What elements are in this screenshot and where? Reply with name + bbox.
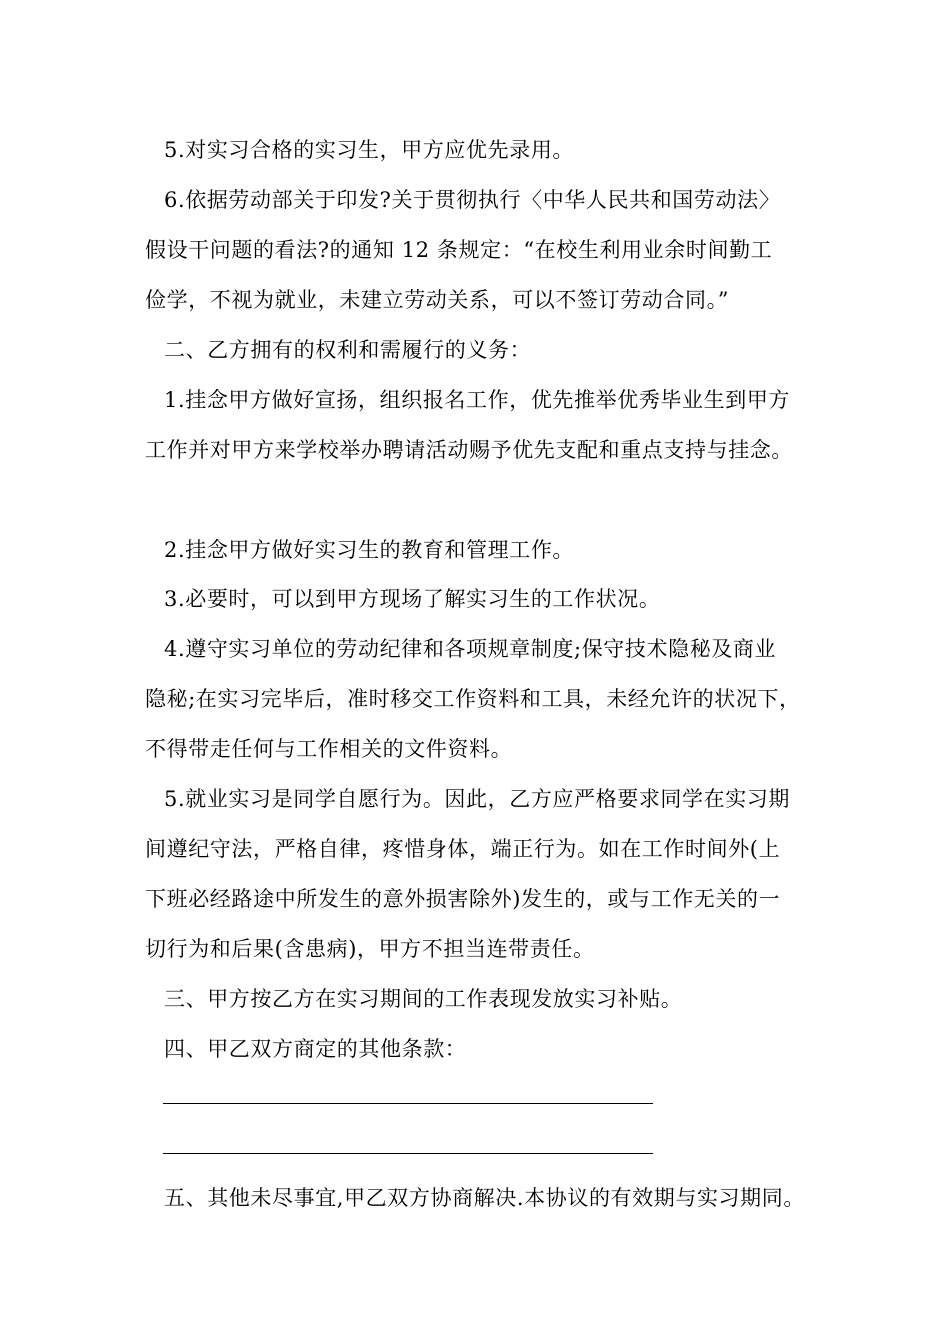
paragraph-line: 切行为和后果(含患病)，甲方不担当连带责任。 [145,937,595,961]
paragraph-line: 俭学，不视为就业，未建立劳动关系，可以不签订劳动合同。” [145,288,730,312]
section-heading: 二、乙方拥有的权利和需履行的义务： [164,338,532,362]
paragraph-line: 不得带走任何与工作相关的文件资料。 [145,737,513,761]
paragraph-line: 隐秘;在实习完毕后，准时移交工作资料和工具，未经允许的状况下， [145,687,801,711]
paragraph-line: 间遵纪守法，严格自律，疼惜身体，端正行为。如在工作时间外(上 [145,837,781,861]
paragraph-line: 3.必要时，可以到甲方现场了解实习生的工作状况。 [164,587,661,611]
section-heading: 五、其他未尽事宜,甲乙双方协商解决.本协议的有效期与实习期同。 [164,1186,805,1210]
paragraph-line: 5.就业实习是同学自愿行为。因此，乙方应严格要求同学在实习期 [164,787,791,811]
paragraph-line: 5.对实习合格的实习生，甲方应优先录用。 [164,138,575,162]
paragraph-line: 工作并对甲方来学校举办聘请活动赐予优先支配和重点支持与挂念。 [145,438,793,462]
paragraph-line: 假设干问题的看法?的通知 12 条规定：“在校生利用业余时间勤工 [145,238,773,262]
section-heading: 四、甲乙双方商定的其他条款： [164,1037,467,1061]
section-heading: 三、甲方按乙方在实习期间的工作表现发放实习补贴。 [164,987,683,1011]
paragraph-line: 2.挂念甲方做好实习生的教育和管理工作。 [164,538,575,562]
paragraph-line: 4.遵守实习单位的劳动纪律和各项规章制度;保守技术隐秘及商业 [164,637,777,661]
paragraph-line: 下班必经路途中所发生的意外损害除外)发生的，或与工作无关的一 [145,887,781,911]
paragraph-line: 6.依据劳动部关于印发?关于贯彻执行〈中华人民共和国劳动法〉 [164,188,781,212]
blank-fill-line [163,1153,653,1154]
blank-fill-line [163,1103,653,1104]
paragraph-line: 1.挂念甲方做好宣扬，组织报名工作，优先推举优秀毕业生到甲方 [164,388,791,412]
